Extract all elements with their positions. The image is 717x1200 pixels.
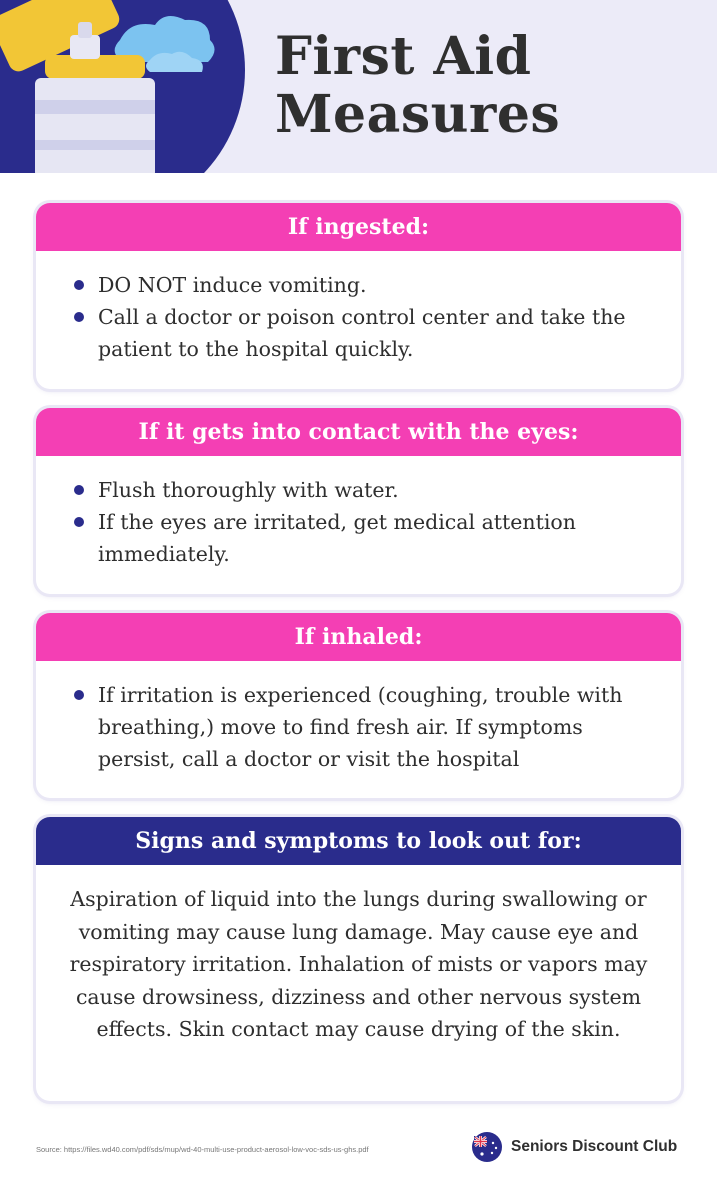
eyes-list (74, 474, 651, 570)
list-item: If the eyes are irritated, get medical attention immediately. (74, 506, 651, 570)
brand-name: Seniors Discount Club (511, 1138, 678, 1155)
title-line-1: First Aid (275, 26, 532, 87)
source-citation: Source: https://files.wd40.com/pdf/sds/mup/wd-40-multi-use-product-aerosol-low-voc-sds-us-ghs.pdf (36, 1145, 369, 1154)
card-heading-ingested: If ingested: (36, 203, 681, 251)
aerosol-can-illustration (0, 0, 250, 173)
card-eyes (36, 408, 681, 594)
brand-footer (471, 1131, 677, 1163)
list-item: Call a doctor or poison control center and take the patient to the hospital quickly. (74, 301, 651, 365)
card-inhaled (36, 613, 681, 798)
ingested-list (74, 269, 651, 365)
title-line-2: Measures (275, 84, 561, 145)
inhaled-list (74, 679, 651, 775)
list-item: DO NOT induce vomiting. (74, 269, 651, 301)
list-item: Flush thoroughly with water. (74, 474, 651, 506)
card-heading-symptoms: Signs and symptoms to look out for: (36, 817, 681, 865)
australia-flag-globe-icon (471, 1131, 503, 1163)
page-title (275, 28, 560, 144)
list-item: If irritation is experienced (coughing, trouble with breathing,) move to find fresh air. If symptoms persist, call a doctor or visit the hospital (74, 679, 651, 775)
card-symptoms (36, 817, 681, 1101)
card-ingested (36, 203, 681, 389)
card-heading-eyes: If it gets into contact with the eyes: (36, 408, 681, 456)
card-heading-inhaled: If inhaled: (36, 613, 681, 661)
symptoms-text: Aspiration of liquid into the lungs during swallowing or vomiting may cause lung damage. May cause eye and respiratory irritation. Inhalation of mists or vapors may cause drowsiness, dizziness and other nervous system effects. Skin contact may cause drying of the skin. (69, 887, 648, 1041)
header-banner (0, 0, 717, 173)
